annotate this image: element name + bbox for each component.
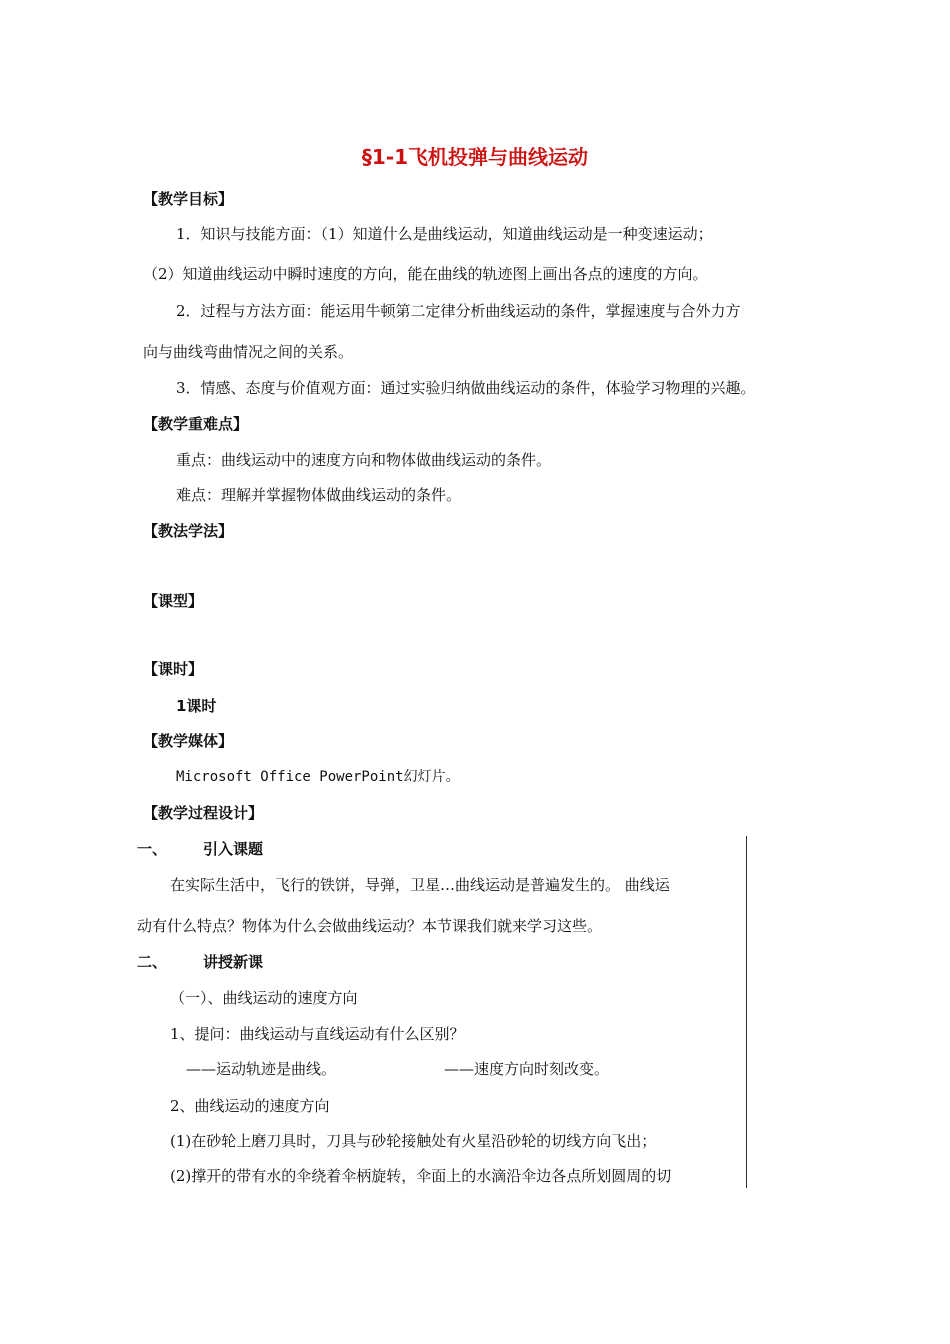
example-2: (2)撑开的带有水的伞绕着伞柄旋转，伞面上的水滴沿伞边各点所划圆周的切 (170, 1167, 672, 1185)
table-border-line (746, 836, 747, 1188)
objective-3: 3．情感、态度与价值观方面：通过实验归纳做曲线运动的条件，体验学习物理的兴趣。 (176, 379, 756, 397)
media-value: Microsoft Office PowerPoint幻灯片。 (176, 769, 460, 785)
objectives-heading: 【教学目标】 (143, 190, 234, 208)
section-2-number: 二、 (137, 953, 168, 971)
section-1-number: 一、 (137, 840, 168, 858)
objective-1-line-2: （2）知道曲线运动中瞬时速度的方向，能在曲线的轨迹图上画出各点的速度的方向。 (143, 265, 708, 283)
duration-heading: 【课时】 (143, 660, 204, 678)
key-points-heading: 【教学重难点】 (143, 415, 249, 433)
section-1-paragraph-line-2: 动有什么特点？物体为什么会做曲线运动？本节课我们就来学习这些。 (137, 917, 603, 935)
objective-2-line-1: 2．过程与方法方面：能运用牛顿第二定律分析曲线运动的条件，掌握速度与合外力方 (176, 302, 741, 320)
media-heading: 【教学媒体】 (143, 732, 234, 750)
subsection-velocity-direction: （一）、曲线运动的速度方向 (170, 989, 358, 1007)
methods-heading: 【教法学法】 (143, 522, 234, 540)
answer-trajectory: ——运动轨迹是曲线。 (186, 1060, 337, 1078)
lesson-type-heading: 【课型】 (143, 592, 204, 610)
duration-value: 1课时 (176, 697, 217, 715)
process-heading: 【教学过程设计】 (143, 804, 264, 822)
section-2-title: 讲授新课 (203, 953, 264, 971)
question-2: 2、曲线运动的速度方向 (170, 1097, 330, 1115)
objective-2-line-2: 向与曲线弯曲情况之间的关系。 (143, 343, 354, 361)
document-title: §1-1飞机投弹与曲线运动 (361, 145, 589, 169)
section-1-paragraph-line-1: 在实际生活中，飞行的铁饼，导弹，卫星…曲线运动是普遍发生的。 曲线运 (170, 876, 670, 894)
key-point-focus: 重点：曲线运动中的速度方向和物体做曲线运动的条件。 (176, 451, 552, 469)
section-1-title: 引入课题 (203, 840, 264, 858)
key-point-difficulty: 难点：理解并掌握物体做曲线运动的条件。 (176, 486, 462, 504)
question-1: 1、提问：曲线运动与直线运动有什么区别？ (170, 1025, 465, 1043)
objective-1-line-1: 1．知识与技能方面：（1）知道什么是曲线运动，知道曲线运动是一种变速运动； (176, 225, 713, 243)
answer-velocity: ——速度方向时刻改变。 (444, 1060, 610, 1078)
example-1: (1)在砂轮上磨刀具时，刀具与砂轮接触处有火星沿砂轮的切线方向飞出； (170, 1132, 657, 1150)
